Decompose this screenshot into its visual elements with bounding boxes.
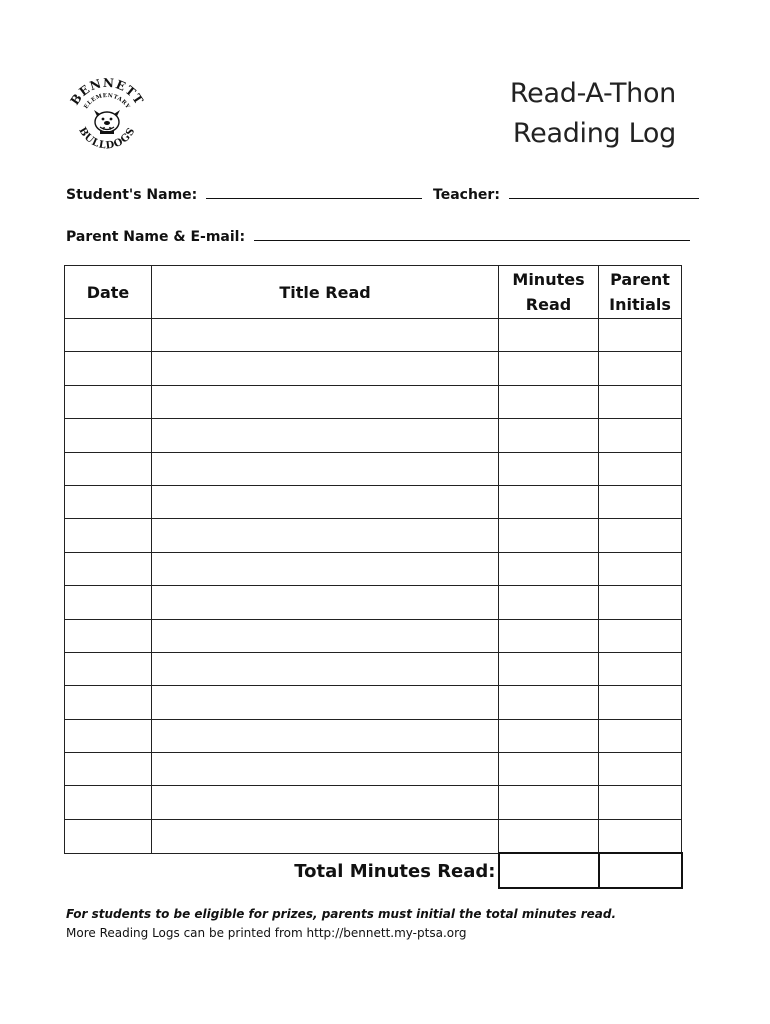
title-read-cell[interactable] — [152, 419, 499, 452]
header-parent-initials: Parent Initials — [599, 266, 682, 319]
table-row — [65, 586, 682, 619]
title-read-cell[interactable] — [152, 719, 499, 752]
table-row — [65, 652, 682, 685]
date-cell[interactable] — [65, 519, 152, 552]
date-cell[interactable] — [65, 485, 152, 518]
date-cell[interactable] — [65, 586, 152, 619]
minutes-read-cell[interactable] — [499, 319, 599, 352]
teacher-label: Teacher: — [433, 187, 500, 203]
minutes-read-cell[interactable] — [499, 686, 599, 719]
student-teacher-row — [66, 184, 705, 203]
title-read-cell[interactable] — [152, 485, 499, 518]
eligibility-note: For students to be eligible for prizes, parents must initial the total minutes read. — [66, 907, 617, 921]
table-row — [65, 552, 682, 585]
date-cell[interactable] — [65, 686, 152, 719]
minutes-read-cell[interactable] — [499, 719, 599, 752]
parent-initials-cell[interactable] — [599, 619, 682, 652]
parent-initials-cell[interactable] — [599, 786, 682, 819]
parent-row — [66, 226, 696, 245]
parent-initials-cell[interactable] — [599, 686, 682, 719]
title-read-cell[interactable] — [152, 686, 499, 719]
minutes-read-cell[interactable] — [499, 552, 599, 585]
table-row — [65, 352, 682, 385]
table-row — [65, 619, 682, 652]
table-row — [65, 319, 682, 352]
title-read-cell[interactable] — [152, 519, 499, 552]
minutes-read-cell[interactable] — [499, 753, 599, 786]
total-initials-cell[interactable] — [599, 853, 682, 888]
title-read-cell[interactable] — [152, 819, 499, 853]
table-row — [65, 819, 682, 853]
parent-initials-cell[interactable] — [599, 419, 682, 452]
student-name-label: Student's Name: — [66, 187, 198, 203]
minutes-read-cell[interactable] — [499, 419, 599, 452]
title-read-cell[interactable] — [152, 652, 499, 685]
minutes-read-cell[interactable] — [499, 352, 599, 385]
minutes-read-cell[interactable] — [499, 786, 599, 819]
parent-initials-cell[interactable] — [599, 485, 682, 518]
minutes-read-cell[interactable] — [499, 586, 599, 619]
date-cell[interactable] — [65, 352, 152, 385]
title-read-cell[interactable] — [152, 319, 499, 352]
table-header-row — [65, 266, 682, 319]
title-read-cell[interactable] — [152, 586, 499, 619]
reading-log-table — [64, 265, 683, 889]
header-minutes-read: Minutes Read — [499, 266, 599, 319]
parent-initials-cell[interactable] — [599, 753, 682, 786]
footer — [66, 905, 616, 943]
date-cell[interactable] — [65, 619, 152, 652]
school-logo — [66, 76, 148, 158]
title-read-cell[interactable] — [152, 352, 499, 385]
parent-initials-cell[interactable] — [599, 652, 682, 685]
table-row — [65, 419, 682, 452]
title-read-cell[interactable] — [152, 786, 499, 819]
minutes-read-cell[interactable] — [499, 485, 599, 518]
title-read-cell[interactable] — [152, 385, 499, 418]
parent-initials-cell[interactable] — [599, 319, 682, 352]
table-row — [65, 452, 682, 485]
date-cell[interactable] — [65, 552, 152, 585]
minutes-read-cell[interactable] — [499, 519, 599, 552]
table-row — [65, 719, 682, 752]
title-read-cell[interactable] — [152, 552, 499, 585]
table-row — [65, 753, 682, 786]
minutes-read-cell[interactable] — [499, 619, 599, 652]
table-row — [65, 519, 682, 552]
parent-initials-cell[interactable] — [599, 352, 682, 385]
title-read-cell[interactable] — [152, 619, 499, 652]
date-cell[interactable] — [65, 419, 152, 452]
minutes-read-cell[interactable] — [499, 452, 599, 485]
logo-middle-text: ELEMENTARY — [83, 92, 131, 111]
parent-initials-cell[interactable] — [599, 452, 682, 485]
total-row — [65, 853, 682, 888]
more-logs-text: More Reading Logs can be printed from http://bennett.my-ptsa.org — [66, 926, 467, 940]
date-cell[interactable] — [65, 819, 152, 853]
parent-initials-cell[interactable] — [599, 719, 682, 752]
svg-text:BENNETT — [67, 76, 147, 111]
parent-initials-cell[interactable] — [599, 819, 682, 853]
title-read-cell[interactable] — [152, 452, 499, 485]
parent-initials-cell[interactable] — [599, 385, 682, 418]
parent-initials-cell[interactable] — [599, 586, 682, 619]
logo-top-text: BENNETT — [67, 76, 147, 108]
date-cell[interactable] — [65, 652, 152, 685]
total-minutes-label: Total Minutes Read: — [65, 853, 499, 888]
student-name-field[interactable] — [206, 184, 422, 199]
title-line-1: Read-A-Thon — [509, 78, 676, 109]
date-cell[interactable] — [65, 786, 152, 819]
date-cell[interactable] — [65, 452, 152, 485]
minutes-read-cell[interactable] — [499, 385, 599, 418]
page-title — [510, 74, 676, 154]
table-row — [65, 786, 682, 819]
title-line-2: Reading Log — [512, 118, 676, 149]
table-row — [65, 385, 682, 418]
table-row — [65, 686, 682, 719]
total-minutes-cell[interactable] — [499, 853, 599, 888]
bulldog-logo-icon — [66, 76, 148, 158]
header-date: Date — [65, 266, 152, 319]
logo-bottom-text: BULLDOGS — [76, 125, 138, 152]
table-row — [65, 485, 682, 518]
parent-name-email-label: Parent Name & E-mail: — [66, 229, 246, 245]
date-cell[interactable] — [65, 719, 152, 752]
parent-initials-cell[interactable] — [599, 552, 682, 585]
minutes-read-cell[interactable] — [499, 652, 599, 685]
date-cell[interactable] — [65, 385, 152, 418]
header-title-read: Title Read — [152, 266, 499, 319]
parent-name-email-field[interactable] — [254, 226, 690, 241]
minutes-read-cell[interactable] — [499, 819, 599, 853]
table-body — [65, 319, 682, 854]
teacher-field[interactable] — [509, 184, 699, 199]
date-cell[interactable] — [65, 319, 152, 352]
svg-text:ELEMENTARY — [83, 93, 130, 110]
parent-initials-cell[interactable] — [599, 519, 682, 552]
title-read-cell[interactable] — [152, 753, 499, 786]
date-cell[interactable] — [65, 753, 152, 786]
